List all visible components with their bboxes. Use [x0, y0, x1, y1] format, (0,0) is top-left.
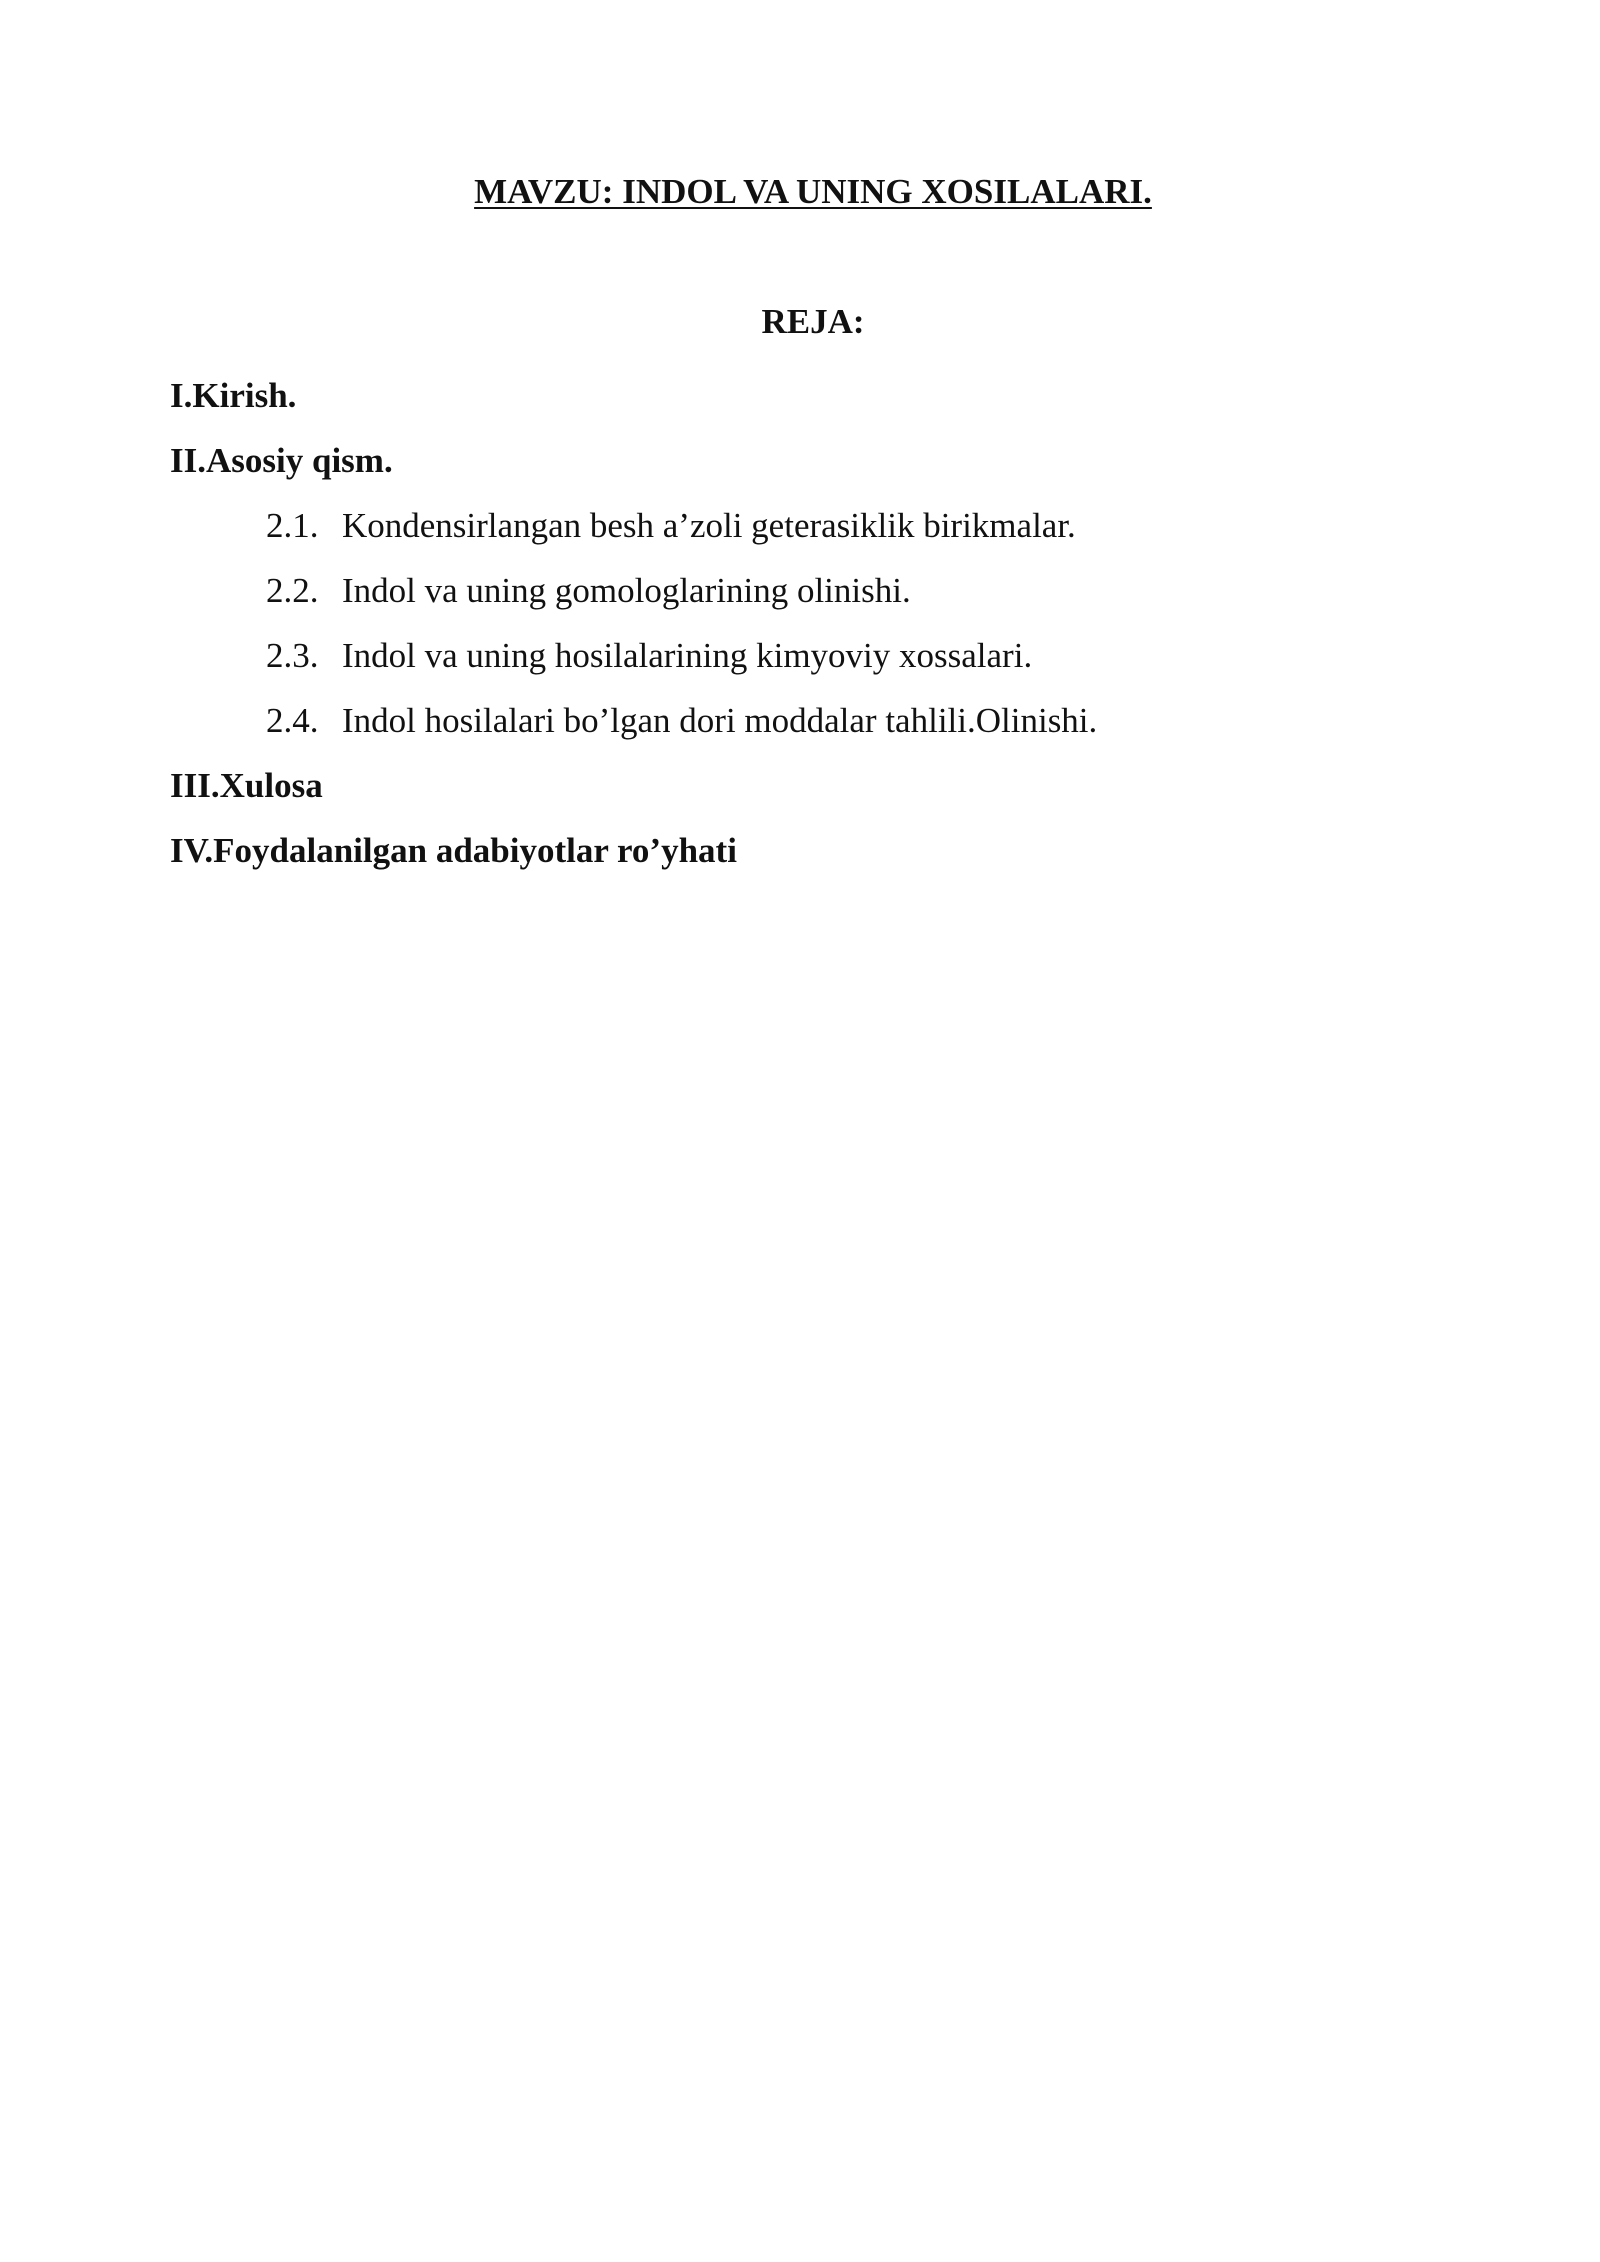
outline-subitem-number: 2.2.	[266, 571, 319, 610]
plan-outline	[170, 363, 1470, 883]
outline-item-main-part: II.Asosiy qism.	[170, 441, 393, 480]
outline-subitem-2-2	[170, 558, 1470, 623]
outline-subitem-2-1	[170, 493, 1470, 558]
outline-item-references: IV.Foydalanilgan adabiyotlar ro’yhati	[170, 831, 737, 870]
outline-subitem-number: 2.4.	[266, 701, 319, 740]
outline-subitem-2-3	[170, 623, 1470, 688]
outline-subitem-2-4	[170, 688, 1470, 753]
outline-subitem-number: 2.3.	[266, 636, 319, 675]
outline-subitem-text: Indol hosilalari bo’lgan dori moddalar tahlili.Olinishi.	[342, 701, 1098, 740]
outline-subitem-text: Indol va uning gomologlarining olinishi.	[342, 571, 911, 610]
outline-subitem-number: 2.1.	[266, 506, 319, 545]
outline-item-introduction: I.Kirish.	[170, 376, 297, 415]
plan-heading: REJA:	[761, 302, 865, 341]
outline-subitem-text: Indol va uning hosilalarining kimyoviy xossalari.	[342, 636, 1033, 675]
outline-item-conclusion: III.Xulosa	[170, 766, 323, 805]
outline-subitem-text: Kondensirlangan besh a’zoli geterasiklik birikmalar.	[342, 506, 1076, 545]
document-title: MAVZU: INDOL VA UNING XOSILALARI.	[474, 172, 1152, 211]
